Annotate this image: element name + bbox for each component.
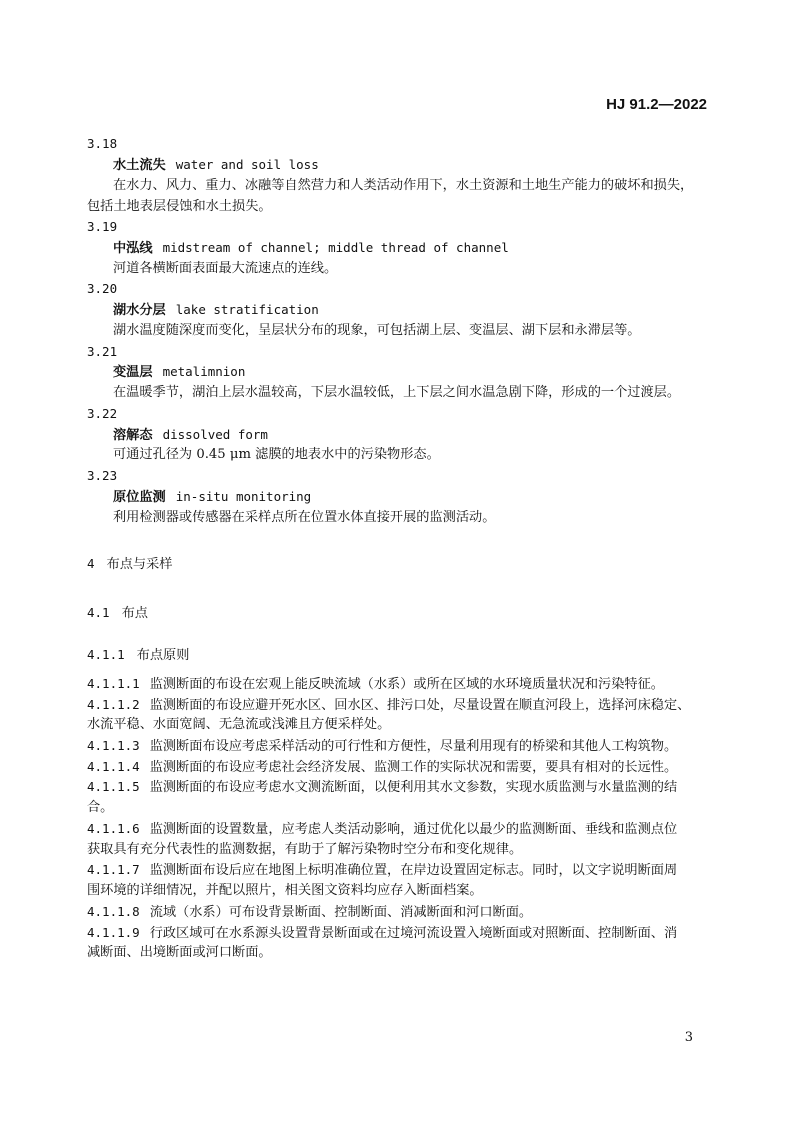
- clause: [87, 925, 677, 942]
- term-definition: 河道各横断面表面最大流速点的连线。: [113, 261, 338, 276]
- term-heading: [113, 489, 311, 506]
- clause-text-cont: 减断面、出境断面或河口断面。: [87, 945, 272, 960]
- clause-text: 监测断面布设应考虑采样活动的可行性和方便性，尽量利用现有的桥梁和其他人工构筑物。: [149, 739, 678, 754]
- clause-text-cont: 水流平稳、水面宽阔、无急流或浅滩且方便采样处。: [87, 717, 391, 732]
- clause: [87, 862, 677, 879]
- section-title: 布点: [121, 606, 148, 621]
- term-definition-cont: 包括土地表层侵蚀和水土损失。: [87, 199, 272, 214]
- term-en: in-situ monitoring: [175, 489, 312, 504]
- term-en: midstream of channel; middle thread of channel: [162, 240, 509, 255]
- clause-text-cont: 围环境的详细情况，并配以照片，相关图文资料均应存入断面档案。: [87, 883, 483, 898]
- section-heading: [87, 553, 172, 572]
- clause: [87, 821, 677, 838]
- section-heading: [87, 602, 148, 621]
- term-heading: [113, 157, 319, 174]
- term-zh: 溶解态: [113, 428, 153, 443]
- clause-text: 监测断面布设后应在地图上标明准确位置，在岸边设置固定标志。同时，以文字说明断面周: [149, 863, 678, 878]
- clause-number: 4.1.1.1: [87, 676, 140, 691]
- term-zh: 原位监测: [113, 490, 166, 505]
- section-title: 布点与采样: [106, 557, 173, 572]
- clause-text: 监测断面的设置数量，应考虑人类活动影响，通过优化以最少的监测断面、垂线和监测点位: [149, 822, 678, 837]
- term-en: metalimnion: [162, 364, 246, 379]
- term-heading: [113, 302, 319, 319]
- term-number: 3.19: [87, 219, 118, 234]
- section-number: 4.1.1: [87, 647, 125, 662]
- term-number: 3.23: [87, 468, 118, 483]
- section-number: 4: [87, 556, 95, 571]
- term-en: water and soil loss: [175, 157, 319, 172]
- term-heading: [113, 427, 268, 444]
- clause-number: 4.1.1.9: [87, 925, 140, 940]
- clause: [87, 759, 677, 776]
- clause: [87, 904, 532, 921]
- clause-text: 行政区域可在水系源头设置背景断面或在过境河流设置入境断面或对照断面、控制断面、消: [149, 926, 678, 941]
- term-heading: [113, 364, 245, 381]
- term-en: lake stratification: [175, 302, 319, 317]
- clause-text-cont: 合。: [87, 800, 114, 815]
- term-definition: 湖水温度随深度而变化，呈层状分布的现象，可包括湖上层、变温层、湖下层和永滞层等。: [113, 323, 641, 338]
- term-zh: 变温层: [113, 365, 153, 380]
- term-number: 3.21: [87, 344, 118, 359]
- clause: [87, 697, 690, 714]
- section-heading: [87, 644, 189, 663]
- page-number: 3: [684, 1030, 693, 1045]
- clause: [87, 676, 664, 693]
- term-definition: 利用检测器或传感器在采样点所在位置水体直接开展的监测活动。: [113, 510, 496, 525]
- term-number: 3.18: [87, 136, 118, 151]
- clause-number: 4.1.1.3: [87, 738, 140, 753]
- term-definition: 在温暖季节，湖泊上层水温较高，下层水温较低，上下层之间水温急剧下降，形成的一个过渡层。: [113, 385, 681, 400]
- clause: [87, 738, 677, 755]
- clause-text-cont: 获取具有充分代表性的监测数据，有助于了解污染物时空分布和变化规律。: [87, 842, 523, 857]
- term-zh: 湖水分层: [113, 303, 166, 318]
- clause-number: 4.1.1.6: [87, 821, 140, 836]
- term-heading: [113, 240, 509, 257]
- term-number: 3.22: [87, 406, 118, 421]
- section-number: 4.1: [87, 605, 110, 620]
- clause-number: 4.1.1.4: [87, 759, 140, 774]
- clause-text: 监测断面的布设应考虑社会经济发展、监测工作的实际状况和需要，要具有相对的长远性。: [149, 760, 678, 775]
- term-zh: 中泓线: [113, 241, 153, 256]
- term-definition: 可通过孔径为 0.45 μm 滤膜的地表水中的污染物形态。: [113, 447, 440, 462]
- clause-number: 4.1.1.8: [87, 904, 140, 919]
- clause-text: 监测断面的布设应考虑水文测流断面，以便利用其水文参数，实现水质监测与水量监测的结: [149, 780, 678, 795]
- clause-number: 4.1.1.5: [87, 779, 140, 794]
- term-number: 3.20: [87, 281, 118, 296]
- clause-text: 监测断面的布设在宏观上能反映流域（水系）或所在区域的水环境质量状况和污染特征。: [149, 677, 664, 692]
- clause-number: 4.1.1.2: [87, 697, 140, 712]
- section-title: 布点原则: [136, 648, 190, 663]
- term-definition: 在水力、风力、重力、冰融等自然营力和人类活动作用下，水土资源和土地生产能力的破坏和损失，: [113, 178, 694, 193]
- term-en: dissolved form: [162, 427, 268, 442]
- clause-number: 4.1.1.7: [87, 862, 140, 877]
- clause: [87, 779, 677, 796]
- term-zh: 水土流失: [113, 158, 166, 173]
- clause-text: 监测断面的布设应避开死水区、回水区、排污口处，尽量设置在顺直河段上，选择河床稳定、: [149, 698, 691, 713]
- clause-text: 流域（水系）可布设背景断面、控制断面、消减断面和河口断面。: [149, 905, 533, 920]
- document-code: HJ 91.2—2022: [606, 96, 707, 113]
